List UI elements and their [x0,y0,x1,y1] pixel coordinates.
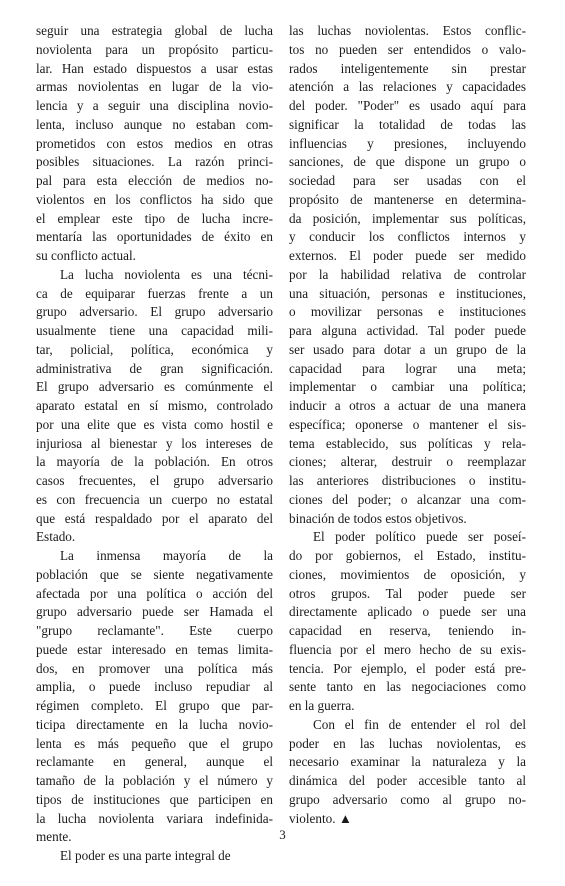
page-number: 3 [279,827,286,842]
text-line: mente. [36,829,72,845]
text-line: usualmente tiene una capacidad mili- [36,323,273,338]
text-line: régimen completo. El grupo que par- [36,698,273,713]
text-line: binación de todos estos objetivos. [289,510,467,526]
text-line: mentaría las oportunidades de éxito en [36,229,273,245]
text-line: "grupo reclamante". Este cuerpo [36,623,273,638]
text-line: lencia y a seguir una disciplina novio- [36,98,273,113]
text-line: tamaño de la población y el número y [36,773,273,788]
text-line: población que se siente negativamente [36,566,273,582]
text-line: tos no pueden ser entendidos o valo- [289,41,526,57]
text-line: violentos en los conflictos ha sido que [36,191,273,207]
text-line: prometidos con estos medios en otras [36,135,273,151]
right-text-column [289,22,526,828]
text-line: en la guerra. [289,698,355,713]
text-line: pal para esta elección de medios no- [36,173,273,188]
text-line: armas noviolentas en lugar de la vio- [36,79,273,95]
text-line: propósito de mantenerse en determina- [289,191,526,207]
text-line: tema establecido, sus políticas y rela- [289,435,526,451]
text-line: ca de equiparar fuerzas frente a un [36,285,273,301]
text-line: implementar o cambiar una política; [289,379,526,395]
text-line: amplia, o puede incluso repudiar al [36,679,273,695]
text-line: sociedad para ser usadas con el [289,173,526,188]
text-line: reclamante en general, aunque el [36,754,273,770]
text-line: dinámica del poder accesible tanto al [289,773,526,788]
text-line: grupo adversario puede ser Hamada el [36,604,273,620]
text-line: El poder político puede ser poseí- [313,529,526,545]
text-line: rados inteligentemente sin prestar [289,60,526,76]
text-line: del poder. "Poder" es usado aquí para [289,98,526,113]
text-line: fluencia por el mero hecho de su exis- [289,641,526,657]
text-line: La lucha noviolenta es una técni- [60,266,273,282]
text-line: grupo adversario. El grupo adversario [36,304,273,320]
text-line: tipos de instituciones que participen en [36,791,273,807]
text-line: sente tanto en las negociaciones como [289,679,526,695]
paragraph [36,22,273,266]
text-line: ciones del poder; o alcanzar una com- [289,491,526,507]
text-line: para alguna actividad. Tal poder puede [289,323,526,338]
text-line: o movilizar personas e instituciones [289,304,526,320]
text-line: lar. Han estado dispuestos a usar estas [36,60,273,76]
text-line: lenta es más pequeño que el grupo [36,735,273,751]
text-line: noviolenta para un propósito particu- [36,41,273,57]
text-line: violento. ▲ [289,810,352,826]
text-line: necesario examinar la naturaleza y la [289,754,526,770]
text-line: el emplear este tipo de lucha incre- [36,210,273,226]
text-line: significar la totalidad de todas las [289,116,526,132]
text-line: puede estar interesado en temas limita- [36,641,273,657]
text-line: ser usado para dotar a un grupo de la [289,341,526,357]
text-line: sanciones, de que dispone un grupo o [289,154,526,170]
text-line: casos frecuentes, el grupo adversario [36,473,273,488]
text-line: otros grupos. Tal poder puede ser [289,585,526,601]
text-line: ticipa directamente en la lucha novio- [36,716,273,732]
paragraph [36,847,273,866]
paragraph [289,528,526,716]
text-line: una situación, personas e instituciones, [289,285,526,301]
text-line: aparato estatal en sí mismo, controlado [36,398,273,413]
text-line: inducir a otros a actuar de una manera [289,398,526,413]
paragraph [289,22,526,528]
paragraph [289,716,526,829]
text-line: seguir una estrategia global de lucha [36,23,273,38]
text-line: injuriosa al bienestar y los intereses de [36,435,273,451]
text-line: directamente aplicado o puede ser una [289,604,526,620]
left-text-column [36,22,273,866]
text-line: la mayoría de la población. En otros [36,454,273,470]
paragraph [36,547,273,847]
text-line: las luchas noviolentas. Estos conflic- [289,23,526,38]
text-line: tencia. Por ejemplo, el poder está pre- [289,660,526,676]
text-line: posibles situaciones. La razón princi- [36,154,273,170]
text-line: su conflicto actual. [36,248,136,263]
text-line: lenta, incluso aunque no estaban com- [36,116,273,132]
text-line: capacidad en reserva, teniendo in- [289,623,526,638]
text-line: dos, en promover una política más [36,660,273,676]
paragraph [36,266,273,547]
text-line: por una elite que es vista como hostil e [36,416,273,432]
text-line: Con el fin de entender el rol del [313,716,526,732]
text-line: atención a las relaciones y capacidades [289,79,526,95]
text-line: La inmensa mayoría de la [60,548,273,563]
text-line: poder en las luchas noviolentas, es [289,735,526,751]
text-line: por la habilidad relativa de controlar [289,266,526,282]
text-line: y conducir los conflictos internos y [289,229,526,245]
text-line: específica; oponerse o mantener el sis- [289,416,526,432]
text-line: es con frecuencia un cuerpo no estatal [36,491,273,507]
text-line: externos. El poder puede ser medido [289,248,526,263]
text-line: do por gobiernos, el Estado, institu- [289,548,526,563]
text-line: grupo adversario como al grupo no- [289,791,526,807]
text-line: capacidad para lograr una meta; [289,360,526,376]
text-line: las anteriores distribuciones o institu- [289,473,526,488]
text-line: la lucha noviolenta variara indefinida- [36,810,273,826]
text-line: El poder es una parte integral de [60,848,231,863]
text-line: afectada por una política o acción del [36,585,273,601]
text-line: El grupo adversario es comúnmente el [36,379,273,395]
text-line: Estado. [36,529,76,545]
text-line: que está respaldado por el aparato del [36,510,273,526]
text-line: influencias y presiones, incluyendo [289,135,526,151]
text-line: da posición, implementar sus políticas, [289,210,526,226]
text-line: tar, policial, política, económica y [36,341,273,357]
text-line: administrativa de gran significación. [36,360,273,376]
text-line: ciones; alterar, destruir o reemplazar [289,454,526,470]
text-line: ciones, movimientos de oposición, y [289,566,526,582]
